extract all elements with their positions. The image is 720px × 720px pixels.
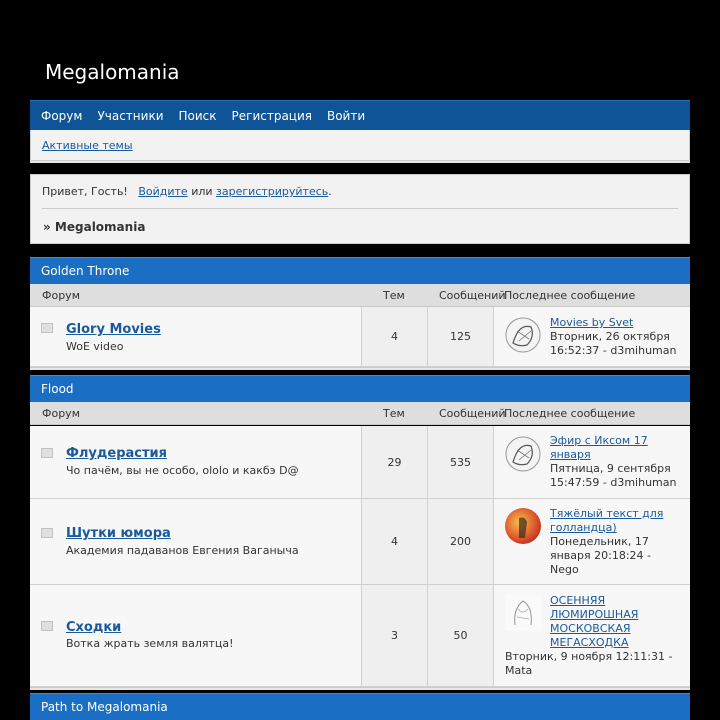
board-description: Чо пачём, вы не особо, ololo и какбэ D@	[66, 464, 299, 477]
sub-nav	[30, 130, 690, 160]
board-name[interactable]: Сходки	[66, 620, 122, 635]
last-post-info	[550, 594, 682, 650]
column-headers	[30, 284, 690, 307]
nav-forum[interactable]: Форум	[41, 108, 83, 123]
last-post-link[interactable]: Эфир с Иксом 17 января	[550, 434, 648, 461]
board-row	[30, 499, 690, 585]
col-last-post: Последнее сообщение	[504, 407, 636, 420]
category-header[interactable]: Golden Throne	[30, 257, 690, 284]
nav-search[interactable]: Поиск	[178, 108, 217, 123]
post-count: 535	[427, 426, 493, 498]
last-post-cell	[493, 585, 690, 686]
col-forum: Форум	[42, 407, 80, 420]
board-name[interactable]: Glory Movies	[66, 322, 161, 337]
last-post-info	[550, 434, 682, 490]
last-post-link[interactable]: Тяжёлый текст для голландца)	[550, 507, 664, 534]
board-status-icon	[41, 323, 53, 333]
greeting-text: Привет, Гость!	[42, 185, 128, 198]
col-topics: Тем	[383, 407, 405, 420]
welcome-box	[30, 174, 690, 244]
greeting-line	[42, 185, 332, 198]
post-count: 50	[427, 585, 493, 686]
board-row	[30, 585, 690, 687]
board-status-icon	[41, 621, 53, 631]
last-post-info	[550, 316, 682, 358]
active-topics-link[interactable]: Активные темы	[42, 138, 133, 152]
board-description: Вотка жрать земля валятца!	[66, 637, 234, 650]
category-header[interactable]: Flood	[30, 375, 690, 402]
col-last-post: Последнее сообщение	[504, 289, 636, 302]
divider	[30, 367, 690, 370]
or-text: или	[191, 185, 213, 198]
nav-register[interactable]: Регистрация	[231, 108, 312, 123]
post-count: 125	[427, 307, 493, 366]
col-forum: Форум	[42, 289, 80, 302]
divider	[30, 687, 690, 690]
breadcrumb: » Megalomania	[43, 220, 146, 234]
last-post-cell	[493, 307, 690, 366]
board-row	[30, 426, 690, 499]
last-post-cell	[493, 499, 690, 584]
board-status-icon	[41, 528, 53, 538]
period: .	[328, 185, 332, 198]
topic-count: 4	[361, 307, 427, 366]
col-topics: Тем	[383, 289, 405, 302]
board-description: WoE video	[66, 340, 124, 353]
last-post-link[interactable]: ОСЕННЯЯ ЛЮМИРОШНАЯ МОСКОВСКАЯ МЕГАСХОДКА	[550, 594, 639, 649]
last-post-meta: Вторник, 26 октября 16:52:37 - d3mihuman	[550, 330, 677, 357]
divider	[42, 208, 678, 209]
last-post-meta: Вторник, 9 ноября 12:11:31 - Mata	[505, 650, 673, 677]
topic-count: 29	[361, 426, 427, 498]
last-post-link[interactable]: Movies by Svet	[550, 316, 634, 329]
last-post-meta: Понедельник, 17 января 20:18:24 - Nego	[550, 535, 651, 576]
last-post-info	[550, 507, 682, 577]
board-name[interactable]: Флудерастия	[66, 446, 167, 461]
board-description: Академия падаванов Евгения Ваганыча	[66, 544, 299, 557]
avatar[interactable]	[505, 317, 541, 353]
topic-count: 4	[361, 499, 427, 584]
board-name[interactable]: Шутки юмора	[66, 526, 171, 541]
nav-members[interactable]: Участники	[97, 108, 164, 123]
login-link[interactable]: Войдите	[138, 185, 188, 198]
main-nav	[30, 100, 690, 130]
topic-count: 3	[361, 585, 427, 686]
column-headers	[30, 402, 690, 425]
board-row	[30, 307, 690, 367]
last-post-meta: Пятница, 9 сентября 15:47:59 - d3mihuman	[550, 462, 677, 489]
avatar[interactable]	[505, 595, 541, 631]
avatar[interactable]	[505, 436, 541, 472]
board-status-icon	[41, 448, 53, 458]
category-header[interactable]: Path to Megalomania	[30, 693, 690, 720]
last-post-cell	[493, 426, 690, 498]
col-posts: Сообщений	[439, 289, 506, 302]
divider	[30, 160, 690, 163]
avatar[interactable]	[505, 508, 541, 544]
register-link[interactable]: зарегистрируйтесь	[216, 185, 329, 198]
col-posts: Сообщений	[439, 407, 506, 420]
nav-login[interactable]: Войти	[326, 108, 366, 123]
post-count: 200	[427, 499, 493, 584]
site-title: Megalomania	[45, 60, 180, 84]
